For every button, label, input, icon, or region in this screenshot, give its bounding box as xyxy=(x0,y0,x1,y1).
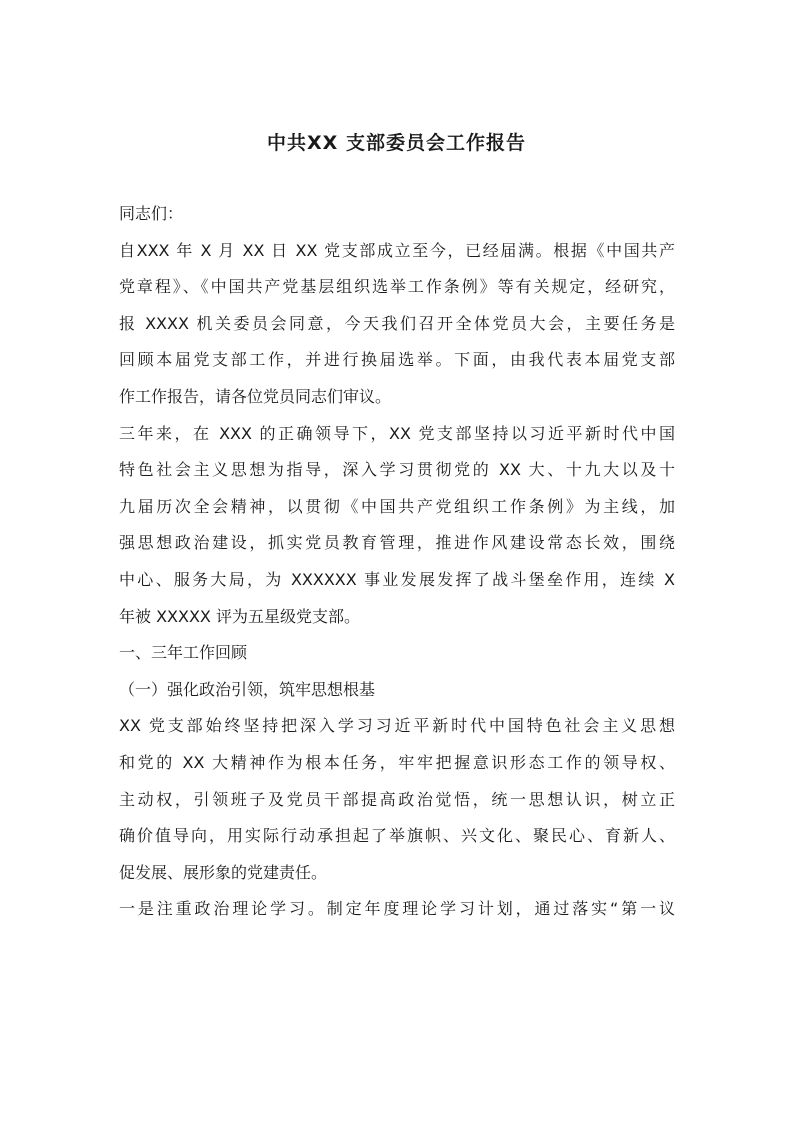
body-line: 促发展、展形象的党建责任。 xyxy=(119,862,328,882)
body-line: 一、三年工作回顾 xyxy=(119,643,248,663)
body-line: 一是注重政治理论学习。制定年度理论学习计划，通过落实“第一议 xyxy=(119,899,675,919)
body-line: 特色社会主义思想为指导，深入学习贯彻党的 XX 大、十九大以及十 xyxy=(119,460,675,480)
body-line: 强思想政治建设，抓实党员教育管理，推进作风建设常态长效，围绕 xyxy=(119,533,675,553)
body-line: 作工作报告，请各位党员同志们审议。 xyxy=(119,386,392,406)
body-line: 九届历次全会精神，以贯彻《中国共产党组织工作条例》为主线，加 xyxy=(119,496,675,516)
body-line: 年被 XXXXX 评为五星级党支部。 xyxy=(119,606,360,626)
body-line: 报 XXXX 机关委员会同意，今天我们召开全体党员大会，主要任务是 xyxy=(119,313,675,333)
body-line: 中心、服务大局，为 XXXXXX 事业发展发挥了战斗堡垒作用，连续 X xyxy=(119,569,675,589)
body-line: 回顾本届党支部工作，并进行换届选举。下面，由我代表本届党支部 xyxy=(119,350,675,370)
body-line: 主动权，引领班子及党员干部提高政治觉悟，统一思想认识，树立正 xyxy=(119,789,675,809)
body-line: 确价值导向，用实际行动承担起了举旗帜、兴文化、聚民心、育新人、 xyxy=(119,826,675,846)
document-title: 中共XX 支部委员会工作报告 xyxy=(267,132,526,154)
document-body xyxy=(119,196,675,928)
body-line: 同志们： xyxy=(119,204,184,223)
body-line: XX 党支部始终坚持把深入学习习近平新时代中国特色社会主义思想 xyxy=(119,716,675,736)
body-line: 和党的 XX 大精神作为根本任务，牢牢把握意识形态工作的领导权、 xyxy=(119,752,675,772)
body-line: 自XXX 年 X 月 XX 日 XX 党支部成立至今，已经届满。根据《中国共产 xyxy=(119,240,675,260)
body-line: 三年来，在 XXX 的正确领导下，XX 党支部坚持以习近平新时代中国 xyxy=(119,423,675,443)
body-line: （一）强化政治引领，筑牢思想根基 xyxy=(119,679,376,699)
body-line: 党章程》、《中国共产党基层组织选举工作条例》等有关规定，经研究， xyxy=(119,277,675,297)
